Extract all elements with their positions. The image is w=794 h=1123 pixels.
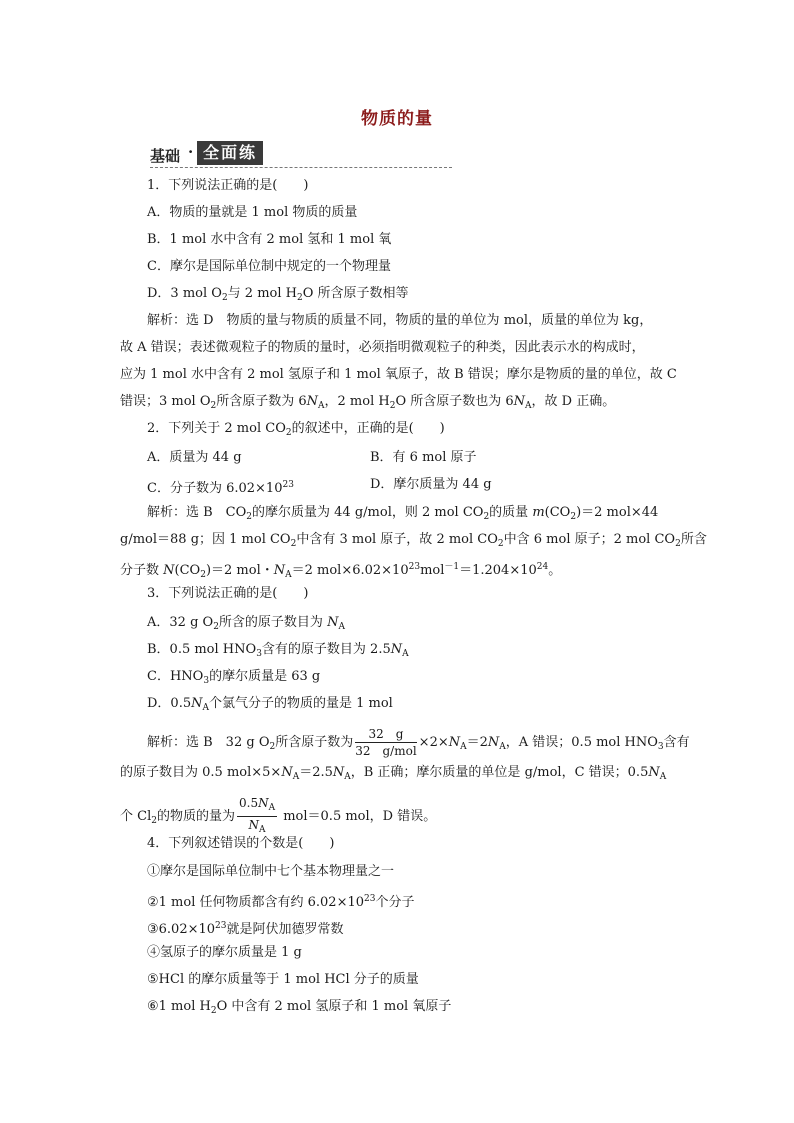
q4-item-2: ②1 mol 任何物质都含有约 $6.02\times 10^{23}$个分子 — [147, 894, 415, 910]
fraction-2: $\frac{0.5N_A}{N_A}$ — [239, 796, 276, 835]
q1-analysis-4: 错误；3 mol $O_2$所含原子数为 $6N_A$，2 mol $H_2O$ 所含原子数也为 $6N_A$，故 D 正确。 — [120, 394, 616, 411]
q4-item-5: ⑤HCl 的摩尔质量等于 1 mol HCl 分子的质量 — [147, 972, 419, 987]
q2-stem: 2．下列关于 2 mol $CO_2$的叙述中，正确的是( ) — [147, 421, 445, 438]
q1-analysis-1: 解析：选 D 物质的量与物质的质量不同，物质的量的单位为 mol，质量的单位为 kg， — [147, 313, 653, 328]
q1-option-a: A．物质的量就是 1 mol 物质的质量 — [147, 205, 358, 220]
page-title: 物质的量 — [361, 109, 433, 129]
q4-stem: 4．下列叙述错误的个数是( ) — [147, 836, 335, 851]
q3-option-c: C．$HNO_3$的摩尔质量是 63 g — [147, 669, 321, 686]
q2-option-c: C．分子数为 $6.02\times 10^{23}$ — [147, 480, 294, 496]
q2-option-a: A．质量为 44 g — [147, 450, 242, 465]
q4-item-3: $③6.02\times 10^{23}$就是阿伏加德罗常数 — [147, 921, 344, 937]
q2-option-d: D．摩尔质量为 44 g — [370, 477, 492, 492]
q4-item-6: ⑥1 mol $H_2O$ 中含有 2 mol 氢原子和 1 mol 氧原子 — [147, 999, 452, 1016]
q3-stem: 3．下列说法正确的是( ) — [147, 586, 309, 601]
q3-option-d: D．$0.5N_A$个氯气分子的物质的量是 1 mol — [147, 696, 393, 713]
q2-option-b: B．有 6 mol 原子 — [370, 450, 477, 465]
q3-option-b: B．0.5 mol $HNO_3$含有的原子数目为 $2.5N_A$ — [147, 642, 409, 659]
q3-option-a: A．32 g $O_2$所含的原子数目为 $N_A$ — [147, 615, 345, 632]
q4-item-4: ④氢原子的摩尔质量是 1 g — [147, 945, 302, 960]
q1-stem: 1．下列说法正确的是( ) — [147, 178, 309, 193]
q1-analysis-3: 应为 1 mol 水中含有 2 mol 氢原子和 1 mol 氧原子，故 B 错误；摩尔是物质的量的单位，故 C — [120, 367, 677, 382]
q4-item-1: ①摩尔是国际单位制中七个基本物理量之一 — [147, 864, 395, 879]
section-label: 基础 — [150, 147, 181, 165]
fraction-1: $\frac{32 g}{\text{32 g/mol}}$ — [355, 727, 417, 758]
section-header — [150, 141, 452, 168]
q3-analysis-3: 个 $Cl_2$的物质的量为 $\frac{0.5N_A}{N_A}$ mol＝0.5 mol，D 错误。 — [120, 795, 436, 838]
q2-analysis-2: g/mol＝88 g；因 1 mol $CO_2$中含有 3 mol 原子，故 2 mol $CO_2$中含 6 mol 原子；2 mol $CO_2$所含 — [120, 532, 707, 549]
q1-option-b: B．1 mol 水中含有 2 mol 氢和 1 mol 氧 — [147, 232, 392, 247]
section-dot: · — [188, 143, 194, 161]
q3-analysis-1: 解析：选 B 32 g $O_2$所含原子数为 $\frac{32 g}{\text{32 g/mol}}$ $\times 2\times N_A=2N_A$，A 错误；0.5 mol $HNO_3$含有 — [147, 727, 690, 758]
q1-analysis-2: 故 A 错误；表述微观粒子的物质的量时，必须指明微观粒子的种类，因此表示水的构成时， — [120, 340, 645, 355]
q3-analysis-2: 的原子数目为 0.5 $mol\times 5\times N_A=2.5N_A$，B 正确；摩尔质量的单位是 g/mol，C 错误；$0.5N_A$ — [120, 765, 667, 782]
q2-analysis-3: 分子数 $N(CO_2)=2$ mol・$N_A=2$ $mol\times 6.02\times 10^{23}mol^{-1}=1.204\times 10^{24}$。 — [120, 562, 562, 580]
q1-option-d: D．3 mol $O_2$与 2 mol $H_2O$ 所含原子数相等 — [147, 286, 409, 303]
q2-analysis-1: 解析：选 B $CO_2$的摩尔质量为 44 g/mol，则 2 mol $CO_2$的质量 $m(CO_2)=2$ mol×44 — [147, 505, 659, 522]
section-tag: 全面练 — [197, 141, 263, 165]
q1-option-c: C．摩尔是国际单位制中规定的一个物理量 — [147, 259, 391, 274]
